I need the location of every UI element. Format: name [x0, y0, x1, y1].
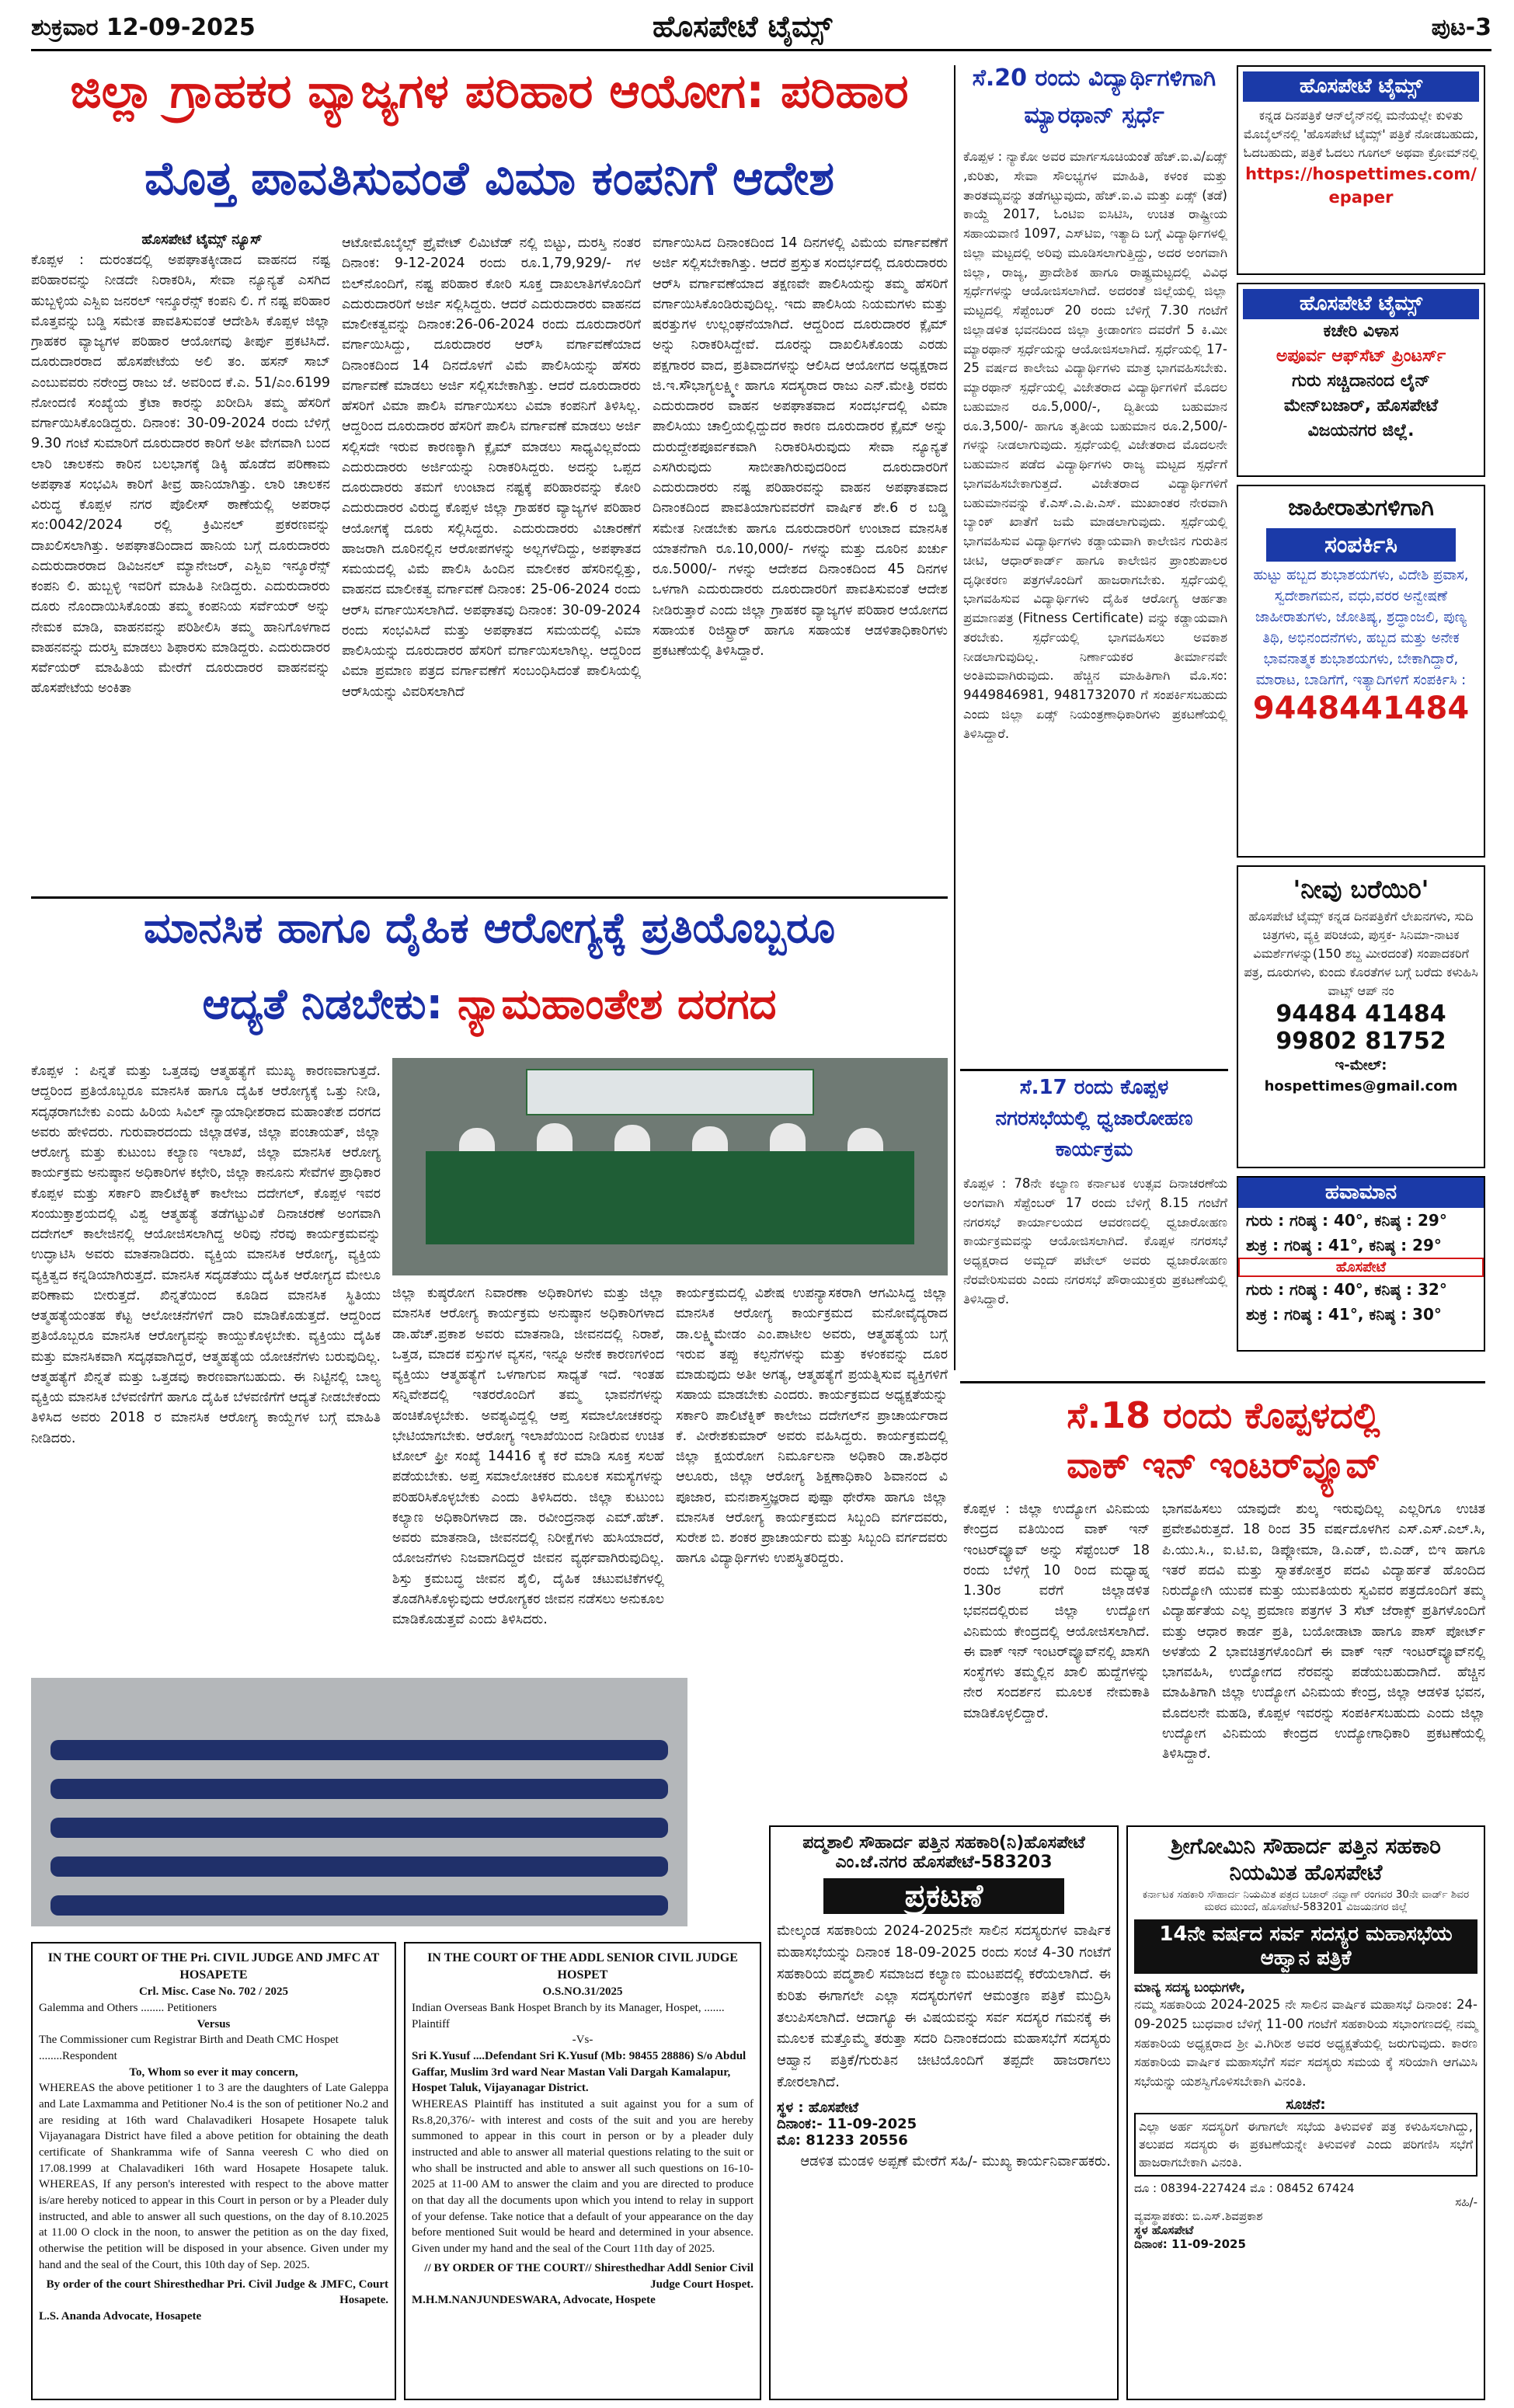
weather-row: ಗುರು : ಗರಿಷ್ಠ : 40°, ಕನಿಷ್ಠ : 29°	[1246, 1211, 1447, 1230]
note-title: ಸೂಚನೆ:	[1286, 2096, 1326, 2113]
address-line: ಮೇನ್‌ಬಜಾರ್, ಹೊಸಪೇಟೆ	[1283, 395, 1439, 416]
epaper-link-suffix[interactable]: epaper	[1328, 188, 1394, 207]
story2-headline-part-a: ಆದ್ಯತೆ ನಿಡಬೇಕು:	[202, 980, 444, 1028]
weather-row: ಶುಕ್ರ : ಗರಿಷ್ಠ : 41°, ಕನಿಷ್ಠ : 29°	[1246, 1236, 1442, 1254]
versus-label: Versus	[197, 2017, 231, 2030]
story1-headline-line1: ಜಿಲ್ಲಾ ಗ್ರಾಹಕರ ವ್ಯಾಜ್ಯಗಳ ಪರಿಹಾರ ಆಯೋಗ: ಪರಿಹಾರ	[70, 64, 909, 119]
ad-title: ಜಾಹೀರಾತುಗಳಿಗಾಗಿ	[1288, 494, 1434, 521]
story2-headline-part-b: ನ್ಯಾಮಹಾಂತೇಶ ದರಗದ	[457, 980, 777, 1028]
court-notice-2	[404, 1942, 761, 2400]
ad-text: ಕನ್ನಡ ದಿನಪತ್ರಿಕೆ ಆನ್‌ಲೈನ್‌ನಲ್ಲಿ ಮನೆಯಲ್ಲೇ ಕುಳಿತು ಮೊಬೈಲ್‌ನಲ್ಲಿ 'ಹೊಸಪೇಟೆ ಟೈಮ್ಸ್' ಪತ್ರಿಕೆ ನೋಡಬಹುದು, ಓದಬಹುದು, ಪತ್ರಿಕೆ ಓದಲು ಗೂಗಲ್ ಅಥವಾ ಕ್ರೋಮ್‌ನಲ್ಲಿ	[1243, 108, 1479, 160]
story4-body: ಕೊಪ್ಪಳ : 78ನೇ ಕಲ್ಯಾಣ ಕರ್ನಾಟಕ ಉತ್ಸವ ದಿನಾಚರಣೆಯ ಅಂಗವಾಗಿ ಸೆಪ್ಟೆಂಬರ್ 17 ರಂದು ಬೆಳಿಗ್ಗೆ 8.15 ಗಂಟೆಗೆ ನಗರಸಭೆ ಕಾರ್ಯಾಲಯದ ಆವರಣದಲ್ಲಿ ಧ್ವಜಾರೋಹಣ ಕಾರ್ಯಕ್ರಮವನ್ನು ಆಯೋಜಿಸಲಾಗಿದೆ. ಕೊಪ್ಪಳ ನಗರಸಭೆ ಅಧ್ಯಕ್ಷರಾದ ಅಮ್ಜದ್ ಪಟೇಲ್ ಅವರು ಧ್ವಜಾರೋಹಣ ನೆರವೇರಿಸುವರು ಎಂದು ನಗರಸಭೆ ಪೌರಾಯುಕ್ತರು ಪ್ರಕಟಣೆಯಲ್ಲಿ ತಿಳಿಸಿದ್ದಾರೆ.	[963, 1176, 1227, 1307]
padmashali-notice	[769, 1825, 1119, 2400]
plaintiff: Indian Overseas Bank Hospet Branch by its Manager, Hospet, ....... Plaintiff	[412, 2001, 725, 2030]
divider	[31, 896, 948, 899]
notice-place: ಸ್ಥಳ ಹೊಸಪೇಟೆ	[1134, 2222, 1194, 2237]
address-line: ಗುರು ಸಚ್ಚಿದಾನಂದ ಲೈನ್	[1292, 371, 1430, 391]
divider	[960, 1069, 1228, 1071]
defendants: Sri K.Yusuf ....Defendant Sri K.Yusuf (Mb: 98455 28886) S/o Abdul Gaffar, Muslim 3rd ward Near Mastan Vali Dargah Kamalapur, Hospet Taluk, Vijayanagar District.	[412, 2049, 747, 2095]
student-row	[50, 1818, 667, 1838]
address-line: ಕಚೇರಿ ವಿಳಾಸ	[1323, 322, 1399, 341]
story5-column-2: ಭಾಗವಹಿಸಲು ಯಾವುದೇ ಶುಲ್ಕ ಇರುವುದಿಲ್ಲ ಎಲ್ಲರಿಗೂ ಉಚಿತ ಪ್ರವೇಶವಿರುತ್ತದೆ. 18 ರಿಂದ 35 ವರ್ಷದೊಳಗಿನ ಎಸ್.ಎಸ್.ಎಲ್.ಸಿ, ಪಿ.ಯು.ಸಿ., ಐ.ಟಿ.ಐ, ಡಿಪ್ಲೋಮಾ, ಡಿ.ಎಡ್, ಬಿ.ಎಡ್, ಬಿಇ ಹಾಗೂ ಇತರೆ ಪದವಿ ಮತ್ತು ಸ್ನಾತಕೋತ್ತರ ಪದವಿ ವಿದ್ಯಾರ್ಹತೆ ಹೊಂದಿದ ನಿರುದ್ಯೋಗಿ ಯುವಕ ಮತ್ತು ಯುವತಿಯರು ಸ್ವವಿವರ ಪತ್ರದೊಂದಿಗೆ ತಮ್ಮ ವಿದ್ಯಾರ್ಹತೆಯ ಎಲ್ಲ ಪ್ರಮಾಣ ಪತ್ರಗಳ 3 ಸೆಟ್ ಜೆರಾಕ್ಸ್ ಪ್ರತಿಗಳೊಂದಿಗೆ ಮತ್ತು ಆಧಾರ ಕಾರ್ಡ ಪ್ರತಿ, ಬಯೋಡಾಟಾ ಹಾಗೂ ಪಾಸ್ ಪೋರ್ಟ್ ಅಳತೆಯ 2 ಭಾವಚಿತ್ರಗಳೊಂದಿಗೆ ಈ ವಾಕ್ ಇನ್ ಇಂಟರ್‌ವ್ಯೂವ್‌ನಲ್ಲಿ ಭಾಗವಹಿಸಿ, ಉದ್ಯೋಗದ ನೆರವನ್ನು ಪಡೆಯಬಹುದಾಗಿದೆ. ಹೆಚ್ಚಿನ ಮಾಹಿತಿಗಾಗಿ ಜಿಲ್ಲಾ ಉದ್ಯೋಗ ವಿನಿಮಯ ಕೇಂದ್ರ, ಜಿಲ್ಲಾ ಆಡಳಿತ ಭವನ, ಮೊದಲನೇ ಮಹಡಿ, ಕೊಪ್ಪಳ ಇವರನ್ನು ಸಂಪರ್ಕಿಸಬಹುದು ಎಂದು ಜಿಲ್ಲಾ ಉದ್ಯೋಗ ವಿನಿಮಯ ಕೇಂದ್ರದ ಉದ್ಯೋಗಾಧಿಕಾರಿ ಪ್ರಕಟಣೆಯಲ್ಲಿ ತಿಳಿಸಿದ್ದಾರೆ.	[1162, 1502, 1485, 1762]
weather-row: ಶುಕ್ರ : ಗರಿಷ್ಠ : 41°, ಕನಿಷ್ಠ : 30°	[1246, 1305, 1442, 1324]
newspaper-title: ಹೊಸಪೇಟೆ ಟೈಮ್ಸ್	[653, 9, 833, 43]
page-number: ಪುಟ-3	[1431, 14, 1491, 41]
story2-headline-line1: ಮಾನಸಿಕ ಹಾಗೂ ದೈಹಿಕ ಆರೋಗ್ಯಕ್ಕೆ ಪ್ರತಿಯೊಬ್ಬರೂ	[143, 903, 836, 952]
student-row	[50, 1895, 667, 1916]
student-row	[50, 1856, 667, 1877]
notice-phone: ಮೊ: 81233 20556	[777, 2132, 908, 2149]
story1-headline-line2: ಮೊತ್ತ ಪಾವತಿಸುವಂತೆ ವಿಮಾ ಕಂಪನಿಗೆ ಆದೇಶ	[144, 151, 834, 206]
weather-sub: ಹೊಸಪೇಟೆ	[1238, 1258, 1484, 1277]
students-photo	[31, 1678, 687, 1926]
story2-headline-line2	[31, 980, 948, 1028]
notice-place: ಸ್ಥಳ : ಹೊಸಪೇಟೆ	[777, 2100, 859, 2117]
notice-signatory: By order of the court Shiresthedhar Pri. Civil Judge & JMFC, Court Hosapete.	[46, 2278, 388, 2307]
story4-headline-line1: ಸೆ.17 ರಂದು ಕೊಪ್ಪಳ	[1019, 1076, 1169, 1099]
vs-label: -Vs-	[572, 2034, 593, 2047]
case-number: Crl. Misc. Case No. 702 / 2025	[138, 1985, 289, 1999]
story2-column-3: ಕಾರ್ಯಕ್ರಮದಲ್ಲಿ ವಿಶೇಷ ಉಪನ್ಯಾಸಕರಾಗಿ ಆಗಮಿಸಿದ್ದ ಜಿಲ್ಲಾ ಮಾನಸಿಕ ಆರೋಗ್ಯ ಕಾರ್ಯಕ್ರಮದ ಮನೋವೈದ್ಯರಾದ ಡಾ.ಲಕ್ಷ್ಮಿಮೇಡಂ ಎಂ.ಪಾಟೀಲ ಅವರು, ಆತ್ಮಹತ್ಯೆಯ ಬಗ್ಗೆ ಇರುವ ತಪ್ಪು ಕಲ್ಪನೆಗಳನ್ನು ಮತ್ತು ಕಳಂಕವನ್ನು ದೂರ ಮಾಡುವುದು ಅತೀ ಅಗತ್ಯ, ಆತ್ಮಹತ್ಯೆಗೆ ಪ್ರಯತ್ನಿಸುವ ವ್ಯಕ್ತಿಗಳಿಗೆ ಸಹಾಯ ಮಾಡಬೇಕು ಎಂದರು. ಕಾರ್ಯಕ್ರಮದ ಅಧ್ಯಕ್ಷತೆಯನ್ನು ಸರ್ಕಾರಿ ಪಾಲಿಟೆಕ್ನಿಕ್ ಕಾಲೇಜು ದದೇಗಲ್‌ನ ಪ್ರಾಚಾರ್ಯರಾದ ಕೆ. ವೀರೇಶಕುಮಾರ್ ಅವರು ವಹಿಸಿದ್ದರು. ಕಾರ್ಯಕ್ರಮದಲ್ಲಿ ಜಿಲ್ಲಾ ಕ್ಷಯರೋಗ ನಿರ್ಮೂಲನಾ ಅಧಿಕಾರಿ ಡಾ.ಶಶಿಧರ ಆಲೂರು, ಜಿಲ್ಲಾ ಆರೋಗ್ಯ ಶಿಕ್ಷಣಾಧಿಕಾರಿ ಶಿವಾನಂದ ವಿ ಪೂಜಾರ, ಮನಃಶಾಸ್ತ್ರಜ್ಞರಾದ ಪುಷ್ಪಾ ಥೇರೆಸಾ ಹಾಗೂ ಜಿಲ್ಲಾ ಮಾನಸಿಕ ಆರೋಗ್ಯ ಕಾರ್ಯಕ್ರಮದ ಸಿಬ್ಬಂದಿ ವರ್ಗದವರು, ಸುರೇಶ ಬಿ. ಶಂಕರ ಪ್ರಾಚಾರ್ಯರು ಮತ್ತು ಸಿಬ್ಬಂದಿ ವರ್ಗದವರು ಹಾಗೂ ವಿದ್ಯಾರ್ಥಿಗಳು ಉಪಸ್ಥಿತರಿದ್ದರು.	[676, 1286, 948, 1567]
notice-banner: ಪ್ರಕಟಣೆ	[823, 1878, 1064, 1914]
contact-phones: ದೂ : 08394-227424 ಮೊ : 08452 67424	[1134, 2180, 1355, 2195]
society-name: ಪದ್ಮಶಾಲಿ ಸೌಹಾರ್ದ ಪತ್ತಿನ ಸಹಕಾರಿ(ನಿ)ಹೊಸಪೇಟೆ	[802, 1833, 1085, 1853]
notice-date: ದಿನಾಂಕ: 11-09-2025	[1134, 2236, 1246, 2251]
sidebar	[1237, 65, 1485, 1359]
notice-signatory: ಆಡಳಿತ ಮಂಡಳಿ ಅಪ್ಪಣೆ ಮೇರೆಗೆ ಸಹಿ/- ಮುಖ್ಯ ಕಾರ್ಯನಿರ್ವಾಹಕರು.	[800, 2153, 1111, 2170]
notice-banner: 14ನೇ ವರ್ಷದ ಸರ್ವ ಸದಸ್ಯರ ಮಹಾಸಭೆಯ ಆಹ್ವಾನ ಪತ್ರಿಕೆ	[1134, 1919, 1477, 1974]
story3-headline-line1: ಸೆ.20 ರಂದು ವಿದ್ಯಾರ್ಥಿಗಳಿಗಾಗಿ	[972, 64, 1216, 92]
office-address-ad	[1237, 283, 1485, 477]
salutation: ಮಾನ್ಯ ಸದಸ್ಯ ಬಂಧುಗಳೇ,	[1134, 1980, 1246, 1996]
story5-column-1: ಕೊಪ್ಪಳ : ಜಿಲ್ಲಾ ಉದ್ಯೋಗ ವಿನಿಮಯ ಕೇಂದ್ರದ ವತಿಯಿಂದ ವಾಕ್ ಇನ್ ಇಂಟರ್‌ವ್ಯೂವ್ ಅನ್ನು ಸೆಪ್ಟೆಂಬರ್ 18 ರಂದು ಬೆಳಿಗ್ಗೆ 10 ರಿಂದ ಮಧ್ಯಾಹ್ನ 1.30ರ ವರೆಗೆ ಜಿಲ್ಲಾಡಳಿತ ಭವನದಲ್ಲಿರುವ ಜಿಲ್ಲಾ ಉದ್ಯೋಗ ವಿನಿಮಯ ಕೇಂದ್ರದಲ್ಲಿ ಆಯೋಜಿಸಲಾಗಿದೆ. ಈ ವಾಕ್ ಇನ್ ಇಂಟರ್‌ವ್ಯೂವ್‌ನಲ್ಲಿ ಖಾಸಗಿ ಸಂಸ್ಥೆಗಳು ತಮ್ಮಲ್ಲಿನ ಖಾಲಿ ಹುದ್ದೆಗಳನ್ನು ನೇರ ಸಂದರ್ಶನ ಮೂಲಕ ನೇಮಕಾತಿ ಮಾಡಿಕೊಳ್ಳಲಿದ್ದಾರೆ.	[963, 1502, 1150, 1721]
epaper-link[interactable]: https://hospettimes.com/	[1245, 165, 1477, 183]
story1-column-1: ಕೊಪ್ಪಳ : ದುರಂತದಲ್ಲಿ ಅಪಘಾತಕ್ಕೀಡಾದ ವಾಹನದ ನಷ್ಟ ಪರಿಹಾರವನ್ನು ನೀಡದೇ ನಿರಾಕರಿಸಿ, ಸೇವಾ ನ್ಯೂನ್ಯತೆ ಎಸಗಿದ ಹುಬ್ಬಳ್ಳಿಯ ಎಸ್ಬಿಐ ಜನರಲ್ ಇನ್ಶೂರೆನ್ಸ್ ಕಂಪನಿ ಲಿ. ಗೆ ನಷ್ಟ ಪರಿಹಾರ ಮೊತ್ತವನ್ನು ಬಡ್ಡಿ ಸಮೇತ ಪಾವತಿಸುವಂತೆ ಆದೇಶಿಸಿ ಕೊಪ್ಪಳ ಜಿಲ್ಲಾ ಗ್ರಾಹಕರ ವ್ಯಾಜ್ಯಗಳ ಪರಿಹಾರ ಆಯೋಗವು ತೀರ್ಪು ಪ್ರಕಟಿಸಿದೆ. ದೂರುದಾರರಾದ ಹೊಸಪೇಟೆಯ ಅಲಿ ತಂ. ಹಸನ್ ಸಾಬ್ ಎಂಬುವವರು ನರೇಂದ್ರ ರಾಜು ಜೆ. ಅವರಿಂದ ಕೆ.ಎ. 51/ಎಂ.6199 ನೋಂದಣಿ ಸಂಖ್ಯೆಯ ಕ್ರೆಟಾ ಕಾರನ್ನು ಖರೀದಿಸಿ ತಮ್ಮ ಹೆಸರಿಗೆ ವರ್ಗಾಯಿಸಿಕೊಂಡಿದ್ದರು. ದಿನಾಂಕ: 30-09-2024 ರಂದು ಬೆಳಿಗ್ಗೆ 9.30 ಗಂಟೆ ಸುಮಾರಿಗೆ ದೂರುದಾರರ ಕಾರಿಗೆ ಅತೀ ವೇಗವಾಗಿ ಬಂದ ಲಾರಿ ಚಾಲಕನು ಕಾರಿನ ಬಲಭಾಗಕ್ಕೆ ಡಿಕ್ಕಿ ಹೊಡೆದ ಪರಿಣಾಮ ಅಪಘಾತ ಸಂಭವಿಸಿ ಕಾರಿಗೆ ತೀವ್ರ ಹಾನಿಯಾಗಿತ್ತು. ಲಾರಿ ಚಾಲಕನ ವಿರುದ್ಧ ಕೊಪ್ಪಳ ನಗರ ಪೊಲೀಸ್ ಠಾಣೆಯಲ್ಲಿ ಅಪರಾಧ ಸಂ:0042/2024 ರಲ್ಲಿ ಕ್ರಿಮಿನಲ್ ಪ್ರಕರಣವನ್ನು ದಾಖಲಿಸಲಾಗಿತ್ತು. ಅಪಘಾತದಿಂದಾದ ಹಾನಿಯ ಬಗ್ಗೆ ದೂರುದಾರರು ಎದುರುದಾರರಾದ ಡಿವಿಜನಲ್ ಮ್ಯಾನೇಜರ್, ಎಸ್ಬಿಐ ಇನ್ಶೂರೆನ್ಸ್ ಕಂಪನಿ ಲಿ. ಹುಬ್ಬಳ್ಳಿ ಇವರಿಗೆ ಮಾಹಿತಿ ನೀಡಿದ್ದರು. ಎದುರುದಾರರು ದೂರು ನೊಂದಾಯಿಸಿಕೊಂಡು ತಮ್ಮ ಕಂಪನಿಯ ಸರ್ವೆಯರ್ ಅನ್ನು ನೇಮಕ ಮಾಡಿ, ವಾಹನವನ್ನು ಪರಿಶೀಲಿಸಿ ತಮ್ಮ ಹಾನಿಗೊಳಗಾದ ವಾಹನವನ್ನು ದುರಸ್ತಿ ಮಾಡಲು ಶಿಫಾರಸು ಮಾಡಿದ್ದರು. ಎದುರುದಾರರ ಸರ್ವೆಯರ್ ಮಾಹಿತಿಯ ಮೇರೆಗೆ ದೂರುದಾರರ ವಾಹನವನ್ನು ಹೊಸಪೇಟೆಯ ಅಂಕಿತಾ	[31, 252, 330, 697]
court-title: IN THE COURT OF THE Pri. CIVIL JUDGE AND JMFC AT HOSAPETE	[47, 1951, 380, 1982]
court-title: IN THE COURT OF THE ADDL SENIOR CIVIL JUDGE HOSPET	[427, 1951, 738, 1982]
ad-phone: 9448441484	[1252, 690, 1470, 726]
online-epaper-ad	[1237, 65, 1485, 275]
notice-to: To, Whom so ever it may concern,	[129, 2065, 298, 2079]
ad-title: 'ನೀವು ಬರೆಯಿರಿ'	[1293, 875, 1429, 904]
story1-column-3: ವರ್ಗಾಯಿಸಿದ ದಿನಾಂಕದಿಂದ 14 ದಿನಗಳಲ್ಲಿ ವಿಮೆಯ ವರ್ಗಾವಣೆಗೆ ಅರ್ಜಿ ಸಲ್ಲಿಸಬೇಕಾಗಿತ್ತು. ಆದರೆ ಪ್ರಸ್ತುತ ಸಂದರ್ಭದಲ್ಲಿ ದೂರುದಾರರು ಆರ್‌ಸಿ ವರ್ಗಾವಣೆಯಾದ ತಕ್ಷಣವೇ ಪಾಲಿಸಿಯನ್ನು ತಮ್ಮ ಹೆಸರಿಗೆ ವರ್ಗಾಯಿಸಿಕೊಂಡಿರುವುದಿಲ್ಲ. ಇದು ಪಾಲಿಸಿಯ ನಿಯಮಗಳು ಮತ್ತು ಷರತ್ತುಗಳ ಉಲ್ಲಂಘನೆಯಾಗಿದೆ. ಆದ್ದರಿಂದ ದೂರುದಾರರ ಕ್ಲೈಮ್ ಅನ್ನು ನಿರಾಕರಿಸಿದ್ದೇವೆ. ದೂರನ್ನು ದಾಖಲಿಸಿಕೊಂಡು ಎರಡು ಪಕ್ಷಗಾರರ ವಾದ, ಪ್ರತಿವಾದಗಳನ್ನು ಆಲಿಸಿದ ಆಯೋಗದ ಅಧ್ಯಕ್ಷರಾದ ಜಿ.ಇ.ಸೌಭಾಗ್ಯಲಕ್ಷ್ಮೀ ಹಾಗೂ ಸದಸ್ಯರಾದ ರಾಜು ಎನ್.ಮೇತ್ರಿ ರವರು ಎದುರುದಾರರ ವಾಹನ ಅಪಘಾತವಾದ ಸಂದರ್ಭದಲ್ಲಿ ವಿಮಾ ಪಾಲಿಸಿಯು ಚಾಲ್ತಿಯಲ್ಲಿದ್ದುದರ ಕಾರಣ ದೂರುದಾರರ ಕ್ಲೈಮ್ ಅನ್ನು ದುರುದ್ದೇಶಪೂರ್ವಕವಾಗಿ ನಿರಾಕರಿಸಿರುವುದು ಸೇವಾ ನ್ಯೂನ್ಯತೆ ಎಸಗಿರುವುದು ಸಾಬೀತಾಗಿರುವುದರಿಂದ ದೂರುದಾರರಿಗೆ ಎದುರುದಾರರು ನಷ್ಟ ಪರಿಹಾರವನ್ನು ವಾಹನ ಅಪಘಾತವಾದ ದಿನಾಂಕದಿಂದ ಪಾವತಿಯಾಗುವವರೆಗೆ ವಾರ್ಷಿಕ ಶೇ.6 ರ ಬಡ್ಡಿ ಸಮೇತ ನೀಡಬೇಕು ಹಾಗೂ ದೂರುದಾರರಿಗೆ ಉಂಟಾದ ಮಾನಸಿಕ ಯಾತನೆಗಾಗಿ ರೂ.10,000/- ಗಳನ್ನು ಮತ್ತು ದೂರಿನ ಖರ್ಚು ರೂ.5000/- ಗಳನ್ನು ಆದೇಶದ ದಿನಾಂಕದಿಂದ 45 ದಿನಗಳ ಒಳಗಾಗಿ ಎದುರುದಾರರು ದೂರುದಾರರಿಗೆ ಪಾವತಿಸುವಂತೆ ಆದೇಶ ನೀಡಿರುತ್ತಾರೆ ಎಂದು ಜಿಲ್ಲಾ ಗ್ರಾಹಕರ ವ್ಯಾಜ್ಯಗಳ ಪರಿಹಾರ ಆಯೋಗದ ಸಹಾಯಕ ರಿಜಿಸ್ಟ್ರಾರ್ ಹಾಗೂ ಸಹಾಯಕ ಆಡಳಿತಾಧಿಕಾರಿಗಳು ಪ್ರಕಟಣೆಯಲ್ಲಿ ತಿಳಿಸಿದ್ದಾರೆ.	[653, 235, 948, 659]
address-line: ಅಪೂರ್ವ ಆಫ್‌ಸೆಟ್ ಪ್ರಿಂಟರ್ಸ್	[1276, 346, 1446, 366]
issue-date: ಶುಕ್ರವಾರ 12-09-2025	[31, 14, 256, 41]
ad-tag: ಹೊಸಪೇಟೆ ಟೈಮ್ಸ್	[1243, 289, 1479, 319]
notice-body: WHEREAS the above petitioner 1 to 3 are the daughters of Late Galeppa and Late Laxmamma and Petitioner No.4 is the son of petitioner No.2 and are residing at 16th ward Chalavadikeri Hosapete Hosapete taluk Vijayanagara District have filed a above petition for obtaining the death certificate of Shankramma wife of Sanna veeresh C who died on 17.08.1999 at Chalavadikeri 16th ward Hosapete Hosapete taluk. WHEREAS, If any person's interested with respect to the above matter is/are hereby noticed to appear in this Court in person or by a Pleader duly instructed, and able to answer all such questions, on the day of 8.10.2025 at 11.00 O clock in the noon, to answer the petition as on the day fixed, otherwise the petition will be disposed in your absence. Given under my hand and the seal of the Court, this 10th day of Sep. 2025.	[39, 2082, 388, 2271]
email-row	[1243, 1055, 1479, 1097]
gomini-notice	[1126, 1825, 1485, 2400]
notice-body: WHEREAS Plaintiff has instituted a suit against you for a sum of Rs.8,20,376/- with interest and costs of the suit and you are hereby summoned to appear in this court in person or by a pleader duly instructed and able to answer all material questions relating to the suit or who shall be instructed and able to answer all such questions on 16-10-2025 at 11-00 AM to answer the claim and you are directed to produce on that day all the documents upon which you intend to relay in support of your defense. Take notice that a default of your appearance on the day before mentioned Suit would be heard and determined in your absence. Given under my hand and the seal of the Court 11th day of 2025.	[412, 2097, 754, 2256]
ad-title-2: ಸಂಪರ್ಕಿಸಿ	[1266, 528, 1456, 562]
write-to-us-ad	[1237, 865, 1485, 1168]
story3-headline-line2: ಮ್ಯಾರಥಾನ್ ಸ್ಪರ್ಧೆ	[1024, 102, 1164, 129]
advocate: M.H.M.NANJUNDESWARA, Advocate, Hospete	[412, 2294, 656, 2307]
petitioners: Galemma and Others ........ Petitioners	[39, 2001, 218, 2014]
notice-signatory: // BY ORDER OF THE COURT// Shiresthedhar Addl Senior Civil Judge Court Hospet.	[424, 2261, 754, 2291]
ad-tag: ಹೊಸಪೇಟೆ ಟೈಮ್ಸ್	[1243, 71, 1479, 102]
story5-headline-line1: ಸೆ.18 ರಂದು ಕೊಪ್ಪಳದಲ್ಲಿ	[1067, 1394, 1380, 1436]
story1-byline: ಹೊಸಪೇಟೆ ಟೈಮ್ಸ್ ನ್ಯೂಸ್	[141, 231, 263, 248]
ad-text: ಹುಟ್ಟು ಹಬ್ಬದ ಶುಭಾಶಯಗಳು, ವಿದೇಶಿ ಪ್ರವಾಸ, ಸ್ವದೇಶಾಗಮನ, ವಧು,ವರರ ಅನ್ವೇಷಣೆ ಜಾಹೀರಾತುಗಳು, ಜೋತಿಷ್ಯ, ಶ್ರದ್ಧಾಂಜಲಿ, ಪುಣ್ಯ ತಿಥಿ, ಅಭಿನಂದನೆಗಳು, ಹಬ್ಬದ ಮತ್ತು ಅನೇಕ ಭಾವನಾತ್ಮಕ ಶುಭಾಶಯಗಳು, ಬೇಕಾಗಿದ್ದಾರೆ, ಮಾರಾಟ, ಬಾಡಿಗೆಗೆ, ಇತ್ಯಾದಿಗಳಿಗೆ ಸಂಪರ್ಕಿಸಿ :	[1253, 566, 1469, 688]
respondent: The Commissioner cum Registrar Birth and Death CMC Hospet ........Respondent	[39, 2034, 339, 2062]
divider	[960, 1381, 1485, 1383]
society-address: ಎಂ.ಜೆ.ನಗರ ಹೊಸಪೇಟೆ-583203	[835, 1853, 1053, 1872]
story4-headline-line2: ನಗರಸಭೆಯಲ್ಲಿ ಧ್ವಜಾರೋಹಣ	[995, 1107, 1193, 1130]
student-row	[50, 1779, 667, 1799]
weather-box	[1237, 1176, 1485, 1352]
society-address: ಕರ್ನಾಟಕ ಸಹಕಾರಿ ಸೌಹಾರ್ದ ನಿಯಮಿತ ಪತ್ರದ ಬಜಾರ್ ನವ್ವಾಣ್ ರಂಗವರ 30ನೇ ವಾರ್ಡ್ ಶಿವರ ಮಠದ ಮುಂದೆ, ಹೊಸಪೇಟೆ-583201 ವಿಜಯನಗರ ಜಿಲ್ಲೆ	[1142, 1888, 1470, 1914]
email-label: ಇ-ಮೇಲ್:	[1335, 1057, 1387, 1074]
story3-body: ಕೊಪ್ಪಳ : ನ್ಯಾಕೋ ಅವರ ಮಾರ್ಗಸೂಚಿಯಂತೆ ಹೆಚ್.ಐ.ವಿ/ಏಡ್ಸ್ ,ಕುರಿತು, ಸೇವಾ ಸೌಲಭ್ಯಗಳ ಮಾಹಿತಿ, ಕಳಂಕ ಮತ್ತು ತಾರತಮ್ಯವನ್ನು ತಡೆಗಟ್ಟುವುದು, ಹೆಚ್.ಐ.ವಿ ಮತ್ತು ಏಡ್ಸ್ (ತಡೆ) ಕಾಯ್ದೆ 2017, ಓಂಟಿಐ ಐಸಿಟಿಸಿ, ಉಚಿತ ರಾಷ್ಟ್ರೀಯ ಸಹಾಯವಾಣಿ 1097, ಎಸ್‌ಟಿಐ, ಇತ್ಯಾದಿ ಬಗ್ಗೆ ವಿದ್ಯಾರ್ಥಿಗಳಲ್ಲಿ ಜಿಲ್ಲಾ ಮಟ್ಟದಲ್ಲಿ ಅರಿವು ಮೂಡಿಸಲಾಗುತ್ತಿದ್ದು, ಅದರ ಅಂಗವಾಗಿ ಜಿಲ್ಲಾ, ರಾಜ್ಯ, ಪ್ರಾದೇಶಿಕ ಹಾಗೂ ರಾಷ್ಟ್ರಮಟ್ಟದಲ್ಲಿ ವಿವಿಧ ಸ್ಪರ್ಧೆಗಳನ್ನು ಆಯೋಜಿಸಲಾಗಿದೆ. ಅದರಂತೆ ಜಿಲ್ಲೆಯಲ್ಲಿ ಜಿಲ್ಲಾ ಮಟ್ಟದಲ್ಲಿ ಸೆಪ್ಟೆಂಬರ್ 20 ರಂದು ಬೆಳಿಗ್ಗೆ 7.30 ಗಂಟೆಗೆ ಜಿಲ್ಲಾಡಳಿತ ಭವನದಿಂದ ಜಿಲ್ಲಾ ಕ್ರೀಡಾಂಗಣ ದವರೆಗೆ 5 ಕಿ.ಮೀ ಮ್ಯಾರಥಾನ್ ಸ್ಪರ್ಧೆಯನ್ನು ಆಯೋಜಿಸಲಾಗಿದೆ. ಸ್ಪರ್ಧೆಯಲ್ಲಿ 17-25 ವರ್ಷದ ಕಾಲೇಜು ವಿದ್ಯಾರ್ಥಿಗಳು ಮಾತ್ರ ಭಾಗವಹಿಸಬೇಕು. ಮ್ಯಾರಥಾನ್ ಸ್ಪರ್ಧೆಯಲ್ಲಿ ವಿಜೇತರಾದ ವಿದ್ಯಾರ್ಥಿಗಳಿಗೆ ಮೊದಲ ಬಹುಮಾನ ರೂ.5,000/-, ದ್ವಿತೀಯ ಬಹುಮಾನ ರೂ.3,500/- ಹಾಗೂ ತೃತೀಯ ಬಹುಮಾನ ರೂ.2,500/- ಗಳನ್ನು ನೀಡಲಾಗುವುದು. ಸ್ಪರ್ಧೆಯಲ್ಲಿ ವಿಜೇತರಾದ ಮೊದಲನೇ ಬಹುಮಾನ ಪಡೆದ ವಿದ್ಯಾರ್ಥಿಗಳು ರಾಜ್ಯ ಮಟ್ಟದ ಸ್ಪರ್ಧೆಗೆ ಭಾಗವಹಿಸಬೇಕಾಗುತ್ತದೆ. ವಿಜೇತರಾದ ವಿದ್ಯಾರ್ಥಿಗಳಿಗೆ ಬಹುಮಾನವನ್ನು ಕೆ.ಎಸ್.ಎ.ಪಿ.ಎಸ್. ಮುಖಾಂತರ ನೇರವಾಗಿ ಬ್ಯಾಂಕ್ ಖಾತೆಗೆ ಜಮೆ ಮಾಡಲಾಗುವುದು. ಸ್ಪರ್ಧೆಯಲ್ಲಿ ಭಾಗವಹಿಸುವ ವಿದ್ಯಾರ್ಥಿಗಳು ಕಡ್ಡಾಯವಾಗಿ ಕಾಲೇಜಿನ ಗುರುತಿನ ಚೀಟಿ, ಆಧಾರ್‌ಕಾರ್ಡ್ ಹಾಗೂ ಕಾಲೇಜಿನ ಪ್ರಾಂಶುಪಾಲರ ದೃಢೀಕರಣ ಪತ್ರಗಳೊಂದಿಗೆ ಹಾಜರಾಗಬೇಕು. ಸ್ಪರ್ಧೆಯಲ್ಲಿ ಭಾಗವಹಿಸುವ ವಿದ್ಯಾರ್ಥಿಗಳು ದೈಹಿಕ ಆರೋಗ್ಯ ಆರ್ಹತಾ ಪ್ರಮಾಣಪತ್ರ (Fitness Certificate) ವನ್ನು ಕಡ್ಡಾಯವಾಗಿ ತರಬೇಕು. ಸ್ಪರ್ಧೆಯಲ್ಲಿ ಭಾಗವಹಿಸಲು ಅವಕಾಶ ನೀಡಲಾಗುವುದಿಲ್ಲ. ನಿರ್ಣಾಯಕರ ತೀರ್ಮಾನವೇ ಅಂತಿಮವಾಗಿರುವುದು. ಹೆಚ್ಚಿನ ಮಾಹಿತಿಗಾಗಿ ಮೊ.ಸಂ: 9449846981, 9481732070 ಗೆ ಸಂಪರ್ಕಿಸಬಹುದು ಎಂದು ಜಿಲ್ಲಾ ಏಡ್ಸ್ ನಿಯಂತ್ರಣಾಧಿಕಾರಿಗಳು ಪ್ರಕಟಣೆಯಲ್ಲಿ ತಿಳಿಸಿದ್ದಾರೆ.	[963, 149, 1227, 741]
ad-text: ಹೊಸಪೇಟೆ ಟೈಮ್ಸ್ ಕನ್ನಡ ದಿನಪತ್ರಿಕೆಗೆ ಲೇಖನಗಳು, ಸುದಿ ಚಿತ್ರಗಳು, ವ್ಯಕ್ತಿ ಪರಿಚಯ, ಪುಸ್ತಕ- ಸಿನಿಮಾ-ನಾಟಕ ವಿಮರ್ಶೆಗಳನ್ನು(150 ಶಬ್ದ ಮೀರದಂತೆ) ಸಂಪಾದಕರಿಗೆ ಪತ್ರ, ದೂರುಗಳು, ಕುಂದು ಕೊರತೆಗಳ ಬಗ್ಗೆ ಬರೆದು ಕಳುಹಿಸಿ ವಾಟ್ಸ್ ಆಪ್ ನಂ	[1244, 909, 1478, 999]
note-body: ಎಲ್ಲಾ ಅರ್ಹ ಸದಸ್ಯರಿಗೆ ಈಗಾಗಲೇ ಸಭೆಯ ತಿಳುವಳಿಕೆ ಪತ್ರ ಕಳುಹಿಸಲಾಗಿದ್ದು, ತಲುಪದ ಸದಸ್ಯರು ಈ ಪ್ರಕಟಣೆಯನ್ನೇ ತಿಳುವಳಿಕೆ ಎಂದು ಪರಿಗಣಿಸಿ ಸಭೆಗೆ ಹಾಜರಾಗಬೇಕಾಗಿ ವಿನಂತಿ.	[1134, 2113, 1477, 2177]
ad-phone-2: 99802 81752	[1276, 1028, 1446, 1056]
society-name: ಶ್ರೀಗೋಮಿನಿ ಸೌಹಾರ್ದ ಪತ್ತಿನ ಸಹಕಾರಿ ನಿಯಮಿತ ಹೊಸಪೇಟೆ	[1171, 1833, 1441, 1885]
signature: ಸಹಿ/-	[1455, 2194, 1477, 2209]
weather-title: ಹವಾಮಾನ	[1238, 1178, 1484, 1208]
column-rule	[954, 65, 955, 1370]
case-number: O.S.NO.31/2025	[542, 1985, 623, 1999]
story5-headline-line2: ವಾಕ್ ಇನ್ ಇಂಟರ್‌ವ್ಯೂವ್	[1067, 1444, 1380, 1486]
address-line: ವಿಜಯನಗರ ಜಿಲ್ಲೆ.	[1307, 420, 1415, 440]
story2-column-1: ಕೊಪ್ಪಳ : ಪಿನ್ನತೆ ಮತ್ತು ಒತ್ತಡವು ಆತ್ಮಹತ್ಯೆಗೆ ಮುಖ್ಯ ಕಾರಣವಾಗುತ್ತದೆ. ಆದ್ದರಿಂದ ಪ್ರತಿಯೊಬ್ಬರೂ ಮಾನಸಿಕ ಹಾಗೂ ದೈಹಿಕ ಆರೋಗ್ಯಕ್ಕೆ ಒತ್ತು ನೀಡಿ, ಸದೃಢರಾಗಬೇಕು ಎಂದು ಹಿರಿಯ ಸಿವಿಲ್ ನ್ಯಾಯಾಧೀಶರಾದ ಮಹಾಂತೇಶ ದರಗದ ಅವರು ಹೇಳಿದರು. ಗುರುವಾರದಂದು ಜಿಲ್ಲಾಡಳಿತ, ಜಿಲ್ಲಾ ಪಂಚಾಯತ್, ಜಿಲ್ಲಾ ಆರೋಗ್ಯ ಮತ್ತು ಕುಟುಂಬ ಕಲ್ಯಾಣ ಇಲಾಖೆ, ಜಿಲ್ಲಾ ಮಾನಸಿಕ ಆರೋಗ್ಯ ಕಾರ್ಯಕ್ರಮ ಅನುಷ್ಠಾನ ಅಧಿಕಾರಿಗಳ ಕಛೇರಿ, ಜಿಲ್ಲಾ ಕಾನೂನು ಸೇವೆಗಳ ಪ್ರಾಧಿಕಾರ ಕೊಪ್ಪಳ ಮತ್ತು ಸರ್ಕಾರಿ ಪಾಲಿಟೆಕ್ನಿಕ್ ಕಾಲೇಜು ದದೇಗಲ್, ಕೊಪ್ಪಳ ಇವರ ಸಂಯುಕ್ತಾಶ್ರಯದಲ್ಲಿ ವಿಶ್ವ ಆತ್ಮಹತ್ಯೆ ತಡೆಗಟ್ಟುವಿಕೆ ದಿನಾಚರಣೆ ಅಂಗವಾಗಿ ದದೇಗಲ್ ಕಾಲೇಜಿನಲ್ಲಿ ಆಯೋಜಿಸಲಾಗಿದ್ದ ಅರಿವು ನೆರವು ಕಾರ್ಯಕ್ರಮವನ್ನು ಉದ್ಘಾಟಿಸಿ ಅವರು ಮಾತನಾಡಿದರು. ವ್ಯಕ್ತಿಯ ಮಾನಸಿಕ ಆರೋಗ್ಯ, ವ್ಯಕ್ತಿಯ ವ್ಯಕ್ತಿತ್ವದ ಕನ್ನಡಿಯಾಗಿರುತ್ತದೆ. ಮಾನಸಿಕ ಸದೃಡತೆಯು ದೈಹಿಕ ಆರೋಗ್ಯದ ಮೇಲೂ ಪರಿಣಾಮ ಬೀರುತ್ತದೆ. ಖಿನ್ನತೆಯಿಂದ ಕೂಡಿದ ಮಾನಸಿಕ ಸ್ಥಿತಿಯು ಆತ್ಮಹತ್ಯೆಯಂತಹ ಕೆಟ್ಟ ಆಲೋಚನೆಗಳಿಗೆ ದಾರಿ ಮಾಡಿಕೊಡುತ್ತದೆ. ಆದ್ದರಿಂದ ಪ್ರತಿಯೊಬ್ಬರೂ ಮಾನಸಿಕ ಆರೋಗ್ಯವನ್ನು ಕಾಯ್ದುಕೊಳ್ಳಬೇಕು. ವ್ಯಕ್ತಿಯು ದೈಹಿಕ ಮತ್ತು ಮಾನಸಿಕವಾಗಿ ಸದೃಢವಾಗಿದ್ದರೆ, ಆತ್ಮಹತ್ಯೆಯ ಯೋಚನೆಗಳು ಬರುವುದಿಲ್ಲ. ಆತ್ಮಹತ್ಯೆಗೆ ಖಿನ್ನತೆ ಮತ್ತು ಒತ್ತಡವು ಕಾರಣವಾಗಬಹುದು. ಈ ನಿಟ್ಟಿನಲ್ಲಿ ಬಾಲ್ಯ ವ್ಯಕ್ತಿಯ ಮಾನಸಿಕ ಬೆಳವಣಿಗೆಗೆ ಹಾಗೂ ದೈಹಿಕ ಬೆಳವಣಿಗೆಗೆ ಆದ್ಯತೆ ನೀಡಬೇಕೆಂದು ತಿಳಿಸಿದ ಅವರು 2018 ರ ಮಾನಸಿಕ ಆರೋಗ್ಯ ಕಾಯ್ದೆಗಳ ಬಗ್ಗೆ ಮಾಹಿತಿ ನೀಡಿದರು.	[31, 1063, 381, 1446]
advocate: L.S. Ananda Advocate, Hosapete	[39, 2309, 202, 2323]
email-address[interactable]: hospettimes@gmail.com	[1264, 1078, 1458, 1095]
notice-date: ದಿನಾಂಕ:- 11-09-2025	[777, 2116, 917, 2133]
masthead	[31, 6, 1491, 51]
notice-body: ನಮ್ಮ ಸಹಕಾರಿಯ 2024-2025 ನೇ ಸಾಲಿನ ವಾರ್ಷಿಕ ಮಹಾಸಭೆ ದಿನಾಂಕ: 24-09-2025 ಬುಧವಾರ ಬೆಳಿಗ್ಗೆ 11-00 ಗಂಟೆಗೆ ಸಹಕಾರಿಯ ಸಭಾಂಗಣದಲ್ಲಿ ನಮ್ಮ ಸಹಕಾರಿಯ ಅಧ್ಯಕ್ಷರಾದ ಶ್ರೀ ವಿ.ಗಿರೀಶ ಅವರ ಅಧ್ಯಕ್ಷತೆಯಲ್ಲಿ ಜರುಗುವುದು. ಕಾರಣ ಸಹಕಾರಿಯ ವಾರ್ಷಿಕ ಮಹಾಸಭೆಗೆ ಸರ್ವ ಸದಸ್ಯರು ಸಮಯ ಕ್ಕೆ ಸರಿಯಾಗಿ ಆಗಮಿಸಿ ಸಭೆಯನ್ನು ಯಶಸ್ವಿಗೊಳಿಸಬೇಕಾಗಿ ವಿನಂತಿ.	[1134, 1997, 1477, 2090]
advertise-contact-ad	[1237, 485, 1485, 858]
story4-headline-line3: ಕಾರ್ಯಕ್ರಮ	[1055, 1138, 1133, 1161]
story1-column-2: ಆಟೋಮೊಬೈಲ್ಸ್ ಪ್ರೈವೇಟ್ ಲಿಮಿಟೆಡ್ ನಲ್ಲಿ ಬಿಟ್ಟು, ದುರಸ್ತಿ ನಂತರ ದಿನಾಂಕ: 9-12-2024 ರಂದು ರೂ.1,79,929/- ಗಳ ಬಿಲ್‌ನೊಂದಿಗೆ, ನಷ್ಟ ಪರಿಹಾರ ಕೋರಿ ಸೂಕ್ತ ದಾಖಲಾತಿಗಳೊಂದಿಗೆ ಎದುರುದಾರರಿಗೆ ಅರ್ಜಿ ಸಲ್ಲಿಸಿದ್ದರು. ಆದರೆ ಎದುರುದಾರರು ವಾಹನದ ಮಾಲೀಕತ್ವವನ್ನು ದಿನಾಂಕ:26-06-2024 ರಂದು ದೂರುದಾರರಿಗೆ ವರ್ಗಾಯಿಸಿದ್ದು, ದೂರುದಾರರ ಆರ್‌ಸಿ ವರ್ಗಾವಣೆಯಾದ ದಿನಾಂಕದಿಂದ 14 ದಿನದೊಳಗೆ ವಿಮೆ ಪಾಲಿಸಿಯನ್ನು ಹೆಸರು ವರ್ಗಾವಣೆ ಮಾಡಲು ಅರ್ಜಿ ಸಲ್ಲಿಸಬೇಕಾಗಿತ್ತು. ಆದರೆ ದೂರುದಾರರು ಹೆಸರಿಗೆ ವಿಮಾ ಪಾಲಿಸಿ ವರ್ಗಾಯಿಸಲು ವಿಮಾ ಕಂಪನಿಗೆ ತಿಳಿಸಿಲ್ಲ. ಆದ್ದರಿಂದ ದೂರುದಾರರ ಹೆಸರಿಗೆ ಪಾಲಿಸಿ ವರ್ಗಾವಣೆ ಮಾಡಲು ಅರ್ಜಿ ಸಲ್ಲಿಸದೇ ಇರುವ ಕಾರಣಕ್ಕಾಗಿ ಕ್ಲೈಮ್ ಮಾಡಲು ಸಾಧ್ಯವಿಲ್ಲವೆಂದು ಎದುರುದಾರರು ಅರ್ಜಿಯನ್ನು ನಿರಾಕರಿಸಿದ್ದರು. ಅದನ್ನು ಒಪ್ಪದ ದೂರುದಾರರು ತಮಗೆ ಉಂಟಾದ ನಷ್ಟಕ್ಕೆ ಪರಿಹಾರವನ್ನು ಕೋರಿ ಎದುರುದಾರರ ವಿರುದ್ಧ ಕೊಪ್ಪಳ ಜಿಲ್ಲಾ ಗ್ರಾಹಕರ ವ್ಯಾಜ್ಯಗಳ ಪರಿಹಾರ ಆಯೋಗಕ್ಕೆ ದೂರು ಸಲ್ಲಿಸಿದ್ದರು. ಎದುರುದಾರರು ವಿಚಾರಣೆಗೆ ಹಾಜರಾಗಿ ದೂರಿನಲ್ಲಿನ ಆರೋಪಗಳನ್ನು ಅಲ್ಲಗಳೆದಿದ್ದು, ಅಪಘಾತದ ಸಮಯದಲ್ಲಿ ವಿಮೆ ಪಾಲಿಸಿ ಹಿಂದಿನ ಮಾಲೀಕರ ಹೆಸರಿನಲ್ಲಿತ್ತು, ವಾಹನದ ಮಾಲೀಕತ್ವ ವರ್ಗಾವಣೆ ದಿನಾಂಕ: 25-06-2024 ರಂದು ಆರ್‌ಸಿ ವರ್ಗಾಯಿಸಲಾಗಿದೆ. ಅಪಘಾತವು ದಿನಾಂಕ: 30-09-2024 ರಂದು ಸಂಭವಿಸಿದೆ ಮತ್ತು ಅಪಘಾತದ ಸಮಯದಲ್ಲಿ ವಿಮಾ ಪಾಲಿಸಿಯನ್ನು ದೂರುದಾರರ ಹೆಸರಿಗೆ ವರ್ಗಾಯಿಸಲಾಗಿಲ್ಲ. ಆದ್ದರಿಂದ ವಿಮಾ ಪ್ರಮಾಣ ಪತ್ರದ ವರ್ಗಾವಣೆಗೆ ಸಂಬಂಧಿಸಿದಂತೆ ಪಾಲಿಸಿಯಲ್ಲಿ ಆರ್‌ಸಿಯನ್ನು ವಿವರಿಸಲಾಗಿದೆ	[342, 235, 641, 700]
student-row	[50, 1740, 667, 1760]
manager: ವ್ಯವಸ್ಥಾಪಕರು: ಬಿ.ಎಸ್.ಶಿವಪ್ರಕಾಶ	[1134, 2208, 1263, 2223]
event-photo	[392, 1058, 948, 1275]
ad-phone-1: 94484 41484	[1276, 1000, 1446, 1028]
event-banner	[526, 1069, 815, 1115]
weather-row: ಗುರು : ಗರಿಷ್ಠ : 40°, ಕನಿಷ್ಠ : 32°	[1246, 1280, 1447, 1299]
court-notice-1	[31, 1942, 396, 2400]
notice-body: ಮೇಲ್ಕಂಡ ಸಹಕಾರಿಯ 2024-2025ನೇ ಸಾಲಿನ ಸದಸ್ಯರುಗಳ ವಾರ್ಷಿಕ ಮಹಾಸಭೆಯನ್ನು ದಿನಾಂಕ 18-09-2025 ರಂದು ಸಂಜೆ 4-30 ಗಂಟೆಗೆ ಸಹಕಾರಿಯ ಪದ್ಮಶಾಲಿ ಸಮಾಜದ ಕಲ್ಯಾಣ ಮಂಟಪದಲ್ಲಿ ಕರೆಯಲಾಗಿದೆ. ಈ ಕುರಿತು ಈಗಾಗಲೇ ಎಲ್ಲಾ ಸದಸ್ಯರುಗಳಿಗೆ ಆಮಂತ್ರಣ ಪತ್ರಿಕೆ ಮುದ್ರಿಸಿ ತಲುಪಿಸಲಾಗಿದೆ. ಆದಾಗ್ಯೂ ಈ ವಿಷಯವನ್ನು ಸರ್ವ ಸದಸ್ಯರ ಗಮನಕ್ಕೆ ಈ ಮೂಲಕ ಮತ್ತೊಮ್ಮೆ ತರುತ್ತಾ ಸದರಿ ದಿನಾಂಕದಂದು ಮಹಾಸಭೆಗೆ ಸದಸ್ಯರು ಆಹ್ವಾನ ಪತ್ರಿಕೆ/ಗುರುತಿನ ಚೀಟಿಯೊಂದಿಗೆ ತಪ್ಪದೇ ಹಾಜರಾಗಲು ಕೋರಲಾಗಿದೆ.	[777, 1923, 1111, 2091]
story2-column-2: ಜಿಲ್ಲಾ ಕುಷ್ಠರೋಗ ನಿವಾರಣಾ ಅಧಿಕಾರಿಗಳು ಮತ್ತು ಜಿಲ್ಲಾ ಮಾನಸಿಕ ಆರೋಗ್ಯ ಕಾರ್ಯಕ್ರಮ ಅನುಷ್ಠಾನ ಅಧಿಕಾರಿಗಳಾದ ಡಾ.ಹೆಚ್.ಪ್ರಕಾಶ ಅವರು ಮಾತನಾಡಿ, ಜೀವನದಲ್ಲಿ ನಿರಾಶೆ, ಒತ್ತಡ, ಮಾದಕ ವಸ್ತುಗಳ ವ್ಯಸನ, ಇನ್ನೂ ಅನೇಕ ಕಾರಣಗಳಿಂದ ವ್ಯಕ್ತಿಯು ಆತ್ಮಹತ್ಯೆಗೆ ಒಳಗಾಗುವ ಸಾಧ್ಯತೆ ಇದೆ. ಇಂತಹ ಸನ್ನಿವೇಶದಲ್ಲಿ ಇತರರೊಂದಿಗೆ ತಮ್ಮ ಭಾವನೆಗಳನ್ನು ಹಂಚಿಕೊಳ್ಳಬೇಕು. ಅವಶ್ಯವಿದ್ದಲ್ಲಿ ಆಪ್ತ ಸಮಾಲೋಚಕರನ್ನು ಭೇಟಿಯಾಗಬೇಕು. ಆರೋಗ್ಯ ಇಲಾಖೆಯಿಂದ ನೀಡಿರುವ ಉಚಿತ ಟೋಲ್ ಫ್ರೀ ಸಂಖ್ಯೆ 14416 ಕ್ಕೆ ಕರೆ ಮಾಡಿ ಸೂಕ್ತ ಸಲಹೆ ಪಡೆಯಬೇಕು. ಅಪ್ತ ಸಮಾಲೋಚಕರ ಮೂಲಕ ಸಮಸ್ಯೆಗಳನ್ನು ಪರಿಹರಿಸಿಕೊಳ್ಳಬೇಕು ಎಂದು ತಿಳಿಸಿದರು. ಜಿಲ್ಲಾ ಕುಟುಂಬ ಕಲ್ಯಾಣ ಅಧಿಕಾರಿಗಳಾದ ಡಾ. ರವೀಂದ್ರನಾಥ ಎಮ್.ಹೆಚ್. ಅವರು ಮಾತನಾಡಿ, ಜೀವನದಲ್ಲಿ ನಿರೀಕ್ಷೆಗಳು ಹುಸಿಯಾದರೆ, ಯೋಜನೆಗಳು ನಿಜವಾಗದಿದ್ದರೆ ಜೀವನ ವ್ಯರ್ಥವಾಗಿರುವುದಿಲ್ಲ. ಶಿಸ್ತು ಕ್ರಮಬದ್ಧ ಜೀವನ ಶೈಲಿ, ದೈಹಿಕ ಚಟುವಟಿಕೆಗಳಲ್ಲಿ ತೊಡಗಿಸಿಕೊಳ್ಳುವುದು ಆರೋಗ್ಯಕರ ಜೀವನ ನಡೆಸಲು ಅನುಕೂಲ ಮಾಡಿಕೊಡುತ್ತವೆ ಎಂದು ತಿಳಿಸಿದರು.	[392, 1286, 664, 1627]
dais-table	[426, 1151, 914, 1244]
